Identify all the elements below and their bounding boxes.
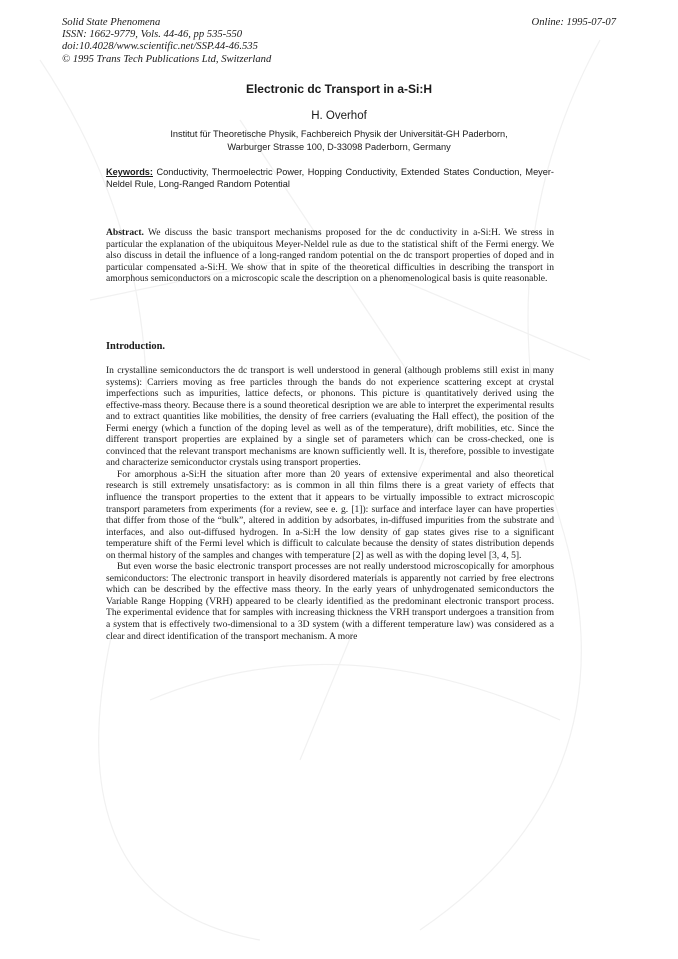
section-heading: Introduction. xyxy=(106,341,165,352)
keywords xyxy=(106,166,554,191)
affiliation-line-2: Warburger Strasse 100, D-33098 Paderborn, Germany xyxy=(227,141,451,152)
abstract-text: We discuss the basic transport mechanisms proposed for the dc conductivity in a-Si:H. We stress in particular the explanation of the ubiquitous Meyer-Neldel rule as due to the statistical shift of the Fermi energy. We also discuss in detail the influence of a long-ranged random potential on the dc transport properties of doped and in particular compensated a-Si:H. We show that in spite of the theoretical difficulties in describing the transport in amorphous semiconductors on a microscopic scale the description on a phenomenological basis is quite reasonable. xyxy=(106,227,555,285)
keywords-text: Conductivity, Thermoelectric Power, Hopping Conductivity, Extended States Conduction, Meyer-Neldel Rule, Long-Ranged Random Potential xyxy=(106,167,554,190)
paper-title: Electronic dc Transport in a-Si:H xyxy=(245,82,433,96)
journal-issn: ISSN: 1662-9779, Vols. 44-46, pp 535-550 xyxy=(62,29,243,41)
journal-copyright: © 1995 Trans Tech Publications Ltd, Switzerland xyxy=(62,53,272,65)
paragraph: But even worse the basic electronic transport processes are not really understood microscopically for amorphous semiconductors: The electronic transport in heavily disordered materials is apparently not carried by free electrons which can be described by the effective mass theory. In the early years of unhydrogenated semiconductors the Variable Range Hopping (VRH) appeared to be clearly identified as the predominant electronic transport process. The experimental evidence that for samples with increasing thickness the VRH transport undergoes a transition from a system that is effectively two-dimensional to a 3D system (with a different temperature law) was considered as a clear and direct identification of the transport mechanism. A more xyxy=(106,561,554,642)
paragraph: In crystalline semiconductors the dc transport is well understood in general (although problems still exist in many systems): Carriers moving as free particles through the bands do not experience scattering except at crystal imperfections such as impurities, lattice defects, or phonons. This picture is quantitatively derived using the effective-mass theory. Because there is a sound theoretical desription we are able to interpret the experimental results and to extract quantities like mobilities, the density of free carriers (evaluating the Hall effect), the position of the Fermi energy (which a function of the doping level as well as of the temperature), drift mobilities, etc. Since the different transport properties are explained by a single set of parameters which can be cross-checked, one is convinced that the relevant transport mechanisms are known sufficiently well. It is, therefore, possible to investigate and characterize semiconductor crystals using transport properties. xyxy=(106,365,554,469)
affiliation-line-1: Institut für Theoretische Physik, Fachbereich Physik der Universität-GH Paderborn, xyxy=(170,129,508,139)
paragraph: For amorphous a-Si:H the situation after more than 20 years of extensive experimental and also theoretical research is still extremely unsatisfactory: as is common in all thin films there is a great variety of effects that influence the transport properties to the extent that it appears to be virtually impossible to extract microscopic transport parameters from experiments (for a review, see e. g. [1]): surface and interface layer can have properties that differ from those of the “bulk”, altered in addition by adsorbates, in-diffused impurities from the substrate and interfaces, and also out-diffused hydrogen. In a-Si:H the low density of gap states gives rise to a significant temperature shift of the Fermi level which is difficult to calculate because the density of states distribution depends on thermal history of the samples and changes with temperature [2] as well as with the doping level [3, 4, 5]. xyxy=(106,468,554,561)
online-date: Online: 1995-07-07 xyxy=(531,17,616,28)
abstract xyxy=(106,227,554,285)
keywords-label: Keywords: xyxy=(106,167,153,177)
journal-info xyxy=(62,17,271,66)
journal-doi: doi:10.4028/www.scientific.net/SSP.44-46.535 xyxy=(62,41,258,53)
abstract-label: Abstract. xyxy=(106,227,144,238)
paper-author: H. Overhof xyxy=(311,110,367,122)
affiliation xyxy=(0,128,678,153)
journal-name: Solid State Phenomena xyxy=(62,17,161,28)
introduction-body xyxy=(106,365,554,642)
